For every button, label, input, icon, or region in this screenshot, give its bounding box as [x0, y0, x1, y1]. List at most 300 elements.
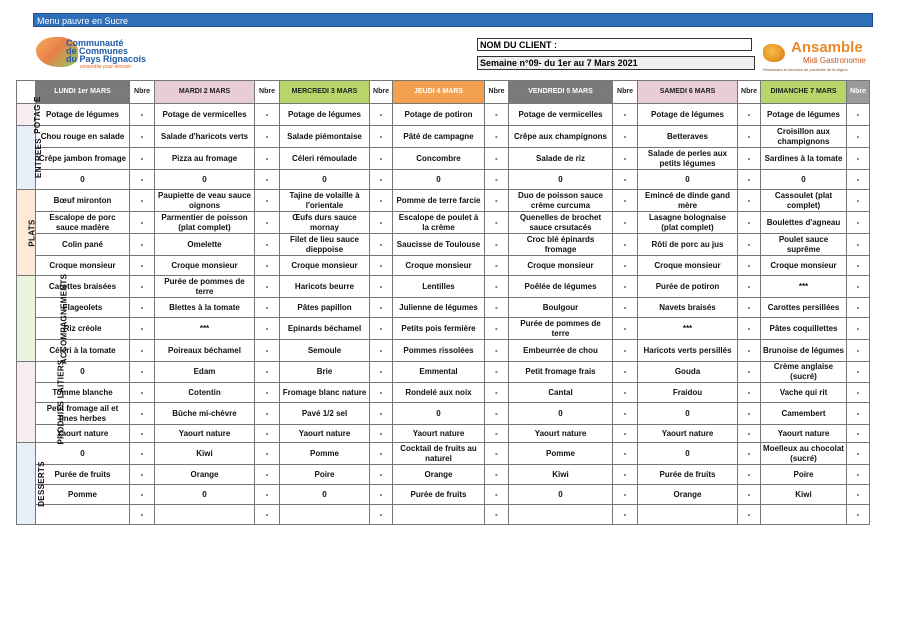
quantity-cell: - — [485, 276, 509, 298]
quantity-cell: - — [370, 212, 393, 234]
quantity-cell: - — [485, 190, 509, 212]
dish-cell: Poire — [280, 465, 370, 485]
quantity-cell: - — [847, 465, 870, 485]
quantity-cell: - — [847, 425, 870, 443]
dish-cell: Purée de pommes de terre — [155, 276, 255, 298]
dish-cell: Salade de perles aux petits légumes — [638, 148, 738, 170]
quantity-cell: - — [738, 298, 761, 318]
quantity-cell: - — [130, 340, 155, 362]
category-label-accompagnements — [17, 273, 69, 364]
quantity-cell: - — [370, 340, 393, 362]
quantity-cell: - — [738, 276, 761, 298]
quantity-cell: - — [613, 425, 638, 443]
quantity-cell: - — [738, 340, 761, 362]
dish-cell: 0 — [280, 485, 370, 505]
dish-cell: Fromage blanc nature — [280, 383, 370, 403]
quantity-cell: - — [130, 298, 155, 318]
dish-cell: *** — [761, 276, 847, 298]
dish-cell: Yaourt nature — [638, 425, 738, 443]
dish-cell: Gouda — [638, 362, 738, 383]
table-row — [17, 298, 870, 318]
dish-cell: Potage de légumes — [280, 104, 370, 126]
dish-cell: 0 — [761, 170, 847, 190]
dish-cell: Escalope de poulet à la crème — [393, 212, 485, 234]
dish-cell: Yaourt nature — [509, 425, 613, 443]
quantity-cell: - — [847, 403, 870, 425]
table-row — [17, 505, 870, 525]
dish-cell: *** — [155, 318, 255, 340]
dish-cell: Bœuf mironton — [36, 190, 130, 212]
dish-cell: Moelleux au chocolat (sucré) — [761, 443, 847, 465]
quantity-cell: - — [613, 318, 638, 340]
dish-cell: 0 — [638, 403, 738, 425]
header-day: JEUDI 4 MARS — [393, 81, 485, 104]
category-label-text: PRODUITS LAITIERS — [56, 359, 66, 445]
quantity-cell: - — [370, 148, 393, 170]
dish-cell: Filet de lieu sauce dieppoise — [280, 234, 370, 256]
dish-cell: Purée de fruits — [36, 465, 130, 485]
header-nbre: Nbre — [130, 81, 155, 104]
quantity-cell: - — [613, 383, 638, 403]
community-logo — [36, 35, 156, 73]
quantity-cell: - — [370, 126, 393, 148]
quantity-cell: - — [255, 362, 280, 383]
dish-cell: 0 — [36, 443, 130, 465]
dish-cell: Emmental — [393, 362, 485, 383]
quantity-cell: - — [370, 318, 393, 340]
quantity-cell: - — [485, 340, 509, 362]
dish-cell: Carottes persillées — [761, 298, 847, 318]
category-label-produits-laitiers — [17, 359, 66, 445]
quantity-cell: - — [613, 443, 638, 465]
quantity-cell: - — [370, 298, 393, 318]
table-row — [17, 318, 870, 340]
quantity-cell: - — [255, 170, 280, 190]
dish-cell: Poulet sauce suprême — [761, 234, 847, 256]
quantity-cell: - — [485, 170, 509, 190]
quantity-cell: - — [613, 148, 638, 170]
dish-cell: Croque monsieur — [36, 256, 130, 276]
quantity-cell: - — [613, 485, 638, 505]
table-row — [17, 425, 870, 443]
dish-cell: Edam — [155, 362, 255, 383]
dish-cell: Riz créole — [36, 318, 130, 340]
quantity-cell: - — [370, 505, 393, 525]
quantity-cell: - — [738, 362, 761, 383]
quantity-cell: - — [255, 190, 280, 212]
quantity-cell: - — [847, 148, 870, 170]
table-row — [17, 340, 870, 362]
quantity-cell: - — [847, 256, 870, 276]
dish-cell: Escalope de porc sauce madère — [36, 212, 130, 234]
dish-cell: Tomme blanche — [36, 383, 130, 403]
dish-cell: Salade d'haricots verts — [155, 126, 255, 148]
table-row — [17, 443, 870, 465]
quantity-cell: - — [255, 505, 280, 525]
quantity-cell: - — [847, 505, 870, 525]
quantity-cell: - — [130, 104, 155, 126]
dish-cell: Kiwi — [155, 443, 255, 465]
dish-cell: Emincé de dinde gand mère — [638, 190, 738, 212]
dish-cell: Petit fromage frais — [509, 362, 613, 383]
quantity-cell: - — [613, 212, 638, 234]
dish-cell: Yaourt nature — [155, 425, 255, 443]
quantity-cell: - — [130, 234, 155, 256]
quantity-cell: - — [847, 104, 870, 126]
logo-tagline: ensemble pour demain — [80, 64, 131, 70]
header-nbre: Nbre — [738, 81, 761, 104]
quantity-cell: - — [370, 256, 393, 276]
header-nbre: Nbre — [255, 81, 280, 104]
quantity-cell: - — [255, 465, 280, 485]
quantity-cell: - — [370, 403, 393, 425]
quantity-cell: - — [847, 443, 870, 465]
quantity-cell: - — [130, 318, 155, 340]
dish-cell: Potage de légumes — [761, 104, 847, 126]
quantity-cell: - — [613, 276, 638, 298]
dish-cell: Bûche mi-chèvre — [155, 403, 255, 425]
dish-cell: 0 — [155, 170, 255, 190]
dish-cell: Rondelé aux noix — [393, 383, 485, 403]
logo-line-2: de Communes — [66, 46, 129, 56]
header-nbre: Nbre — [485, 81, 509, 104]
quantity-cell: - — [847, 170, 870, 190]
category-label-potage — [17, 95, 42, 134]
dish-cell: Petits pois fermière — [393, 318, 485, 340]
dish-cell: Boulettes d'agneau — [761, 212, 847, 234]
dish-cell: Vache qui rit — [761, 383, 847, 403]
quantity-cell: - — [485, 212, 509, 234]
header-nbre: Nbre — [370, 81, 393, 104]
quantity-cell: - — [255, 212, 280, 234]
quantity-cell: - — [485, 443, 509, 465]
dish-cell: Rôti de porc au jus — [638, 234, 738, 256]
table-row — [17, 276, 870, 298]
category-label-desserts — [17, 443, 46, 525]
dish-cell — [761, 505, 847, 525]
dish-cell: Quenelles de brochet sauce crsutacés — [509, 212, 613, 234]
quantity-cell: - — [485, 505, 509, 525]
logo-line-1: Communauté — [66, 38, 124, 48]
quantity-cell: - — [847, 318, 870, 340]
dish-cell: Boulgour — [509, 298, 613, 318]
dish-cell: Croque monsieur — [638, 256, 738, 276]
quantity-cell: - — [738, 383, 761, 403]
quantity-cell: - — [370, 104, 393, 126]
dish-cell: Cantal — [509, 383, 613, 403]
quantity-cell: - — [130, 170, 155, 190]
dish-cell: Potage de légumes — [36, 104, 130, 126]
quantity-cell: - — [485, 485, 509, 505]
dish-cell: Pavé 1/2 sel — [280, 403, 370, 425]
dish-cell: Lasagne bolognaise (plat complet) — [638, 212, 738, 234]
table-row — [17, 256, 870, 276]
dish-cell: Pâté de campagne — [393, 126, 485, 148]
dish-cell: 0 — [638, 170, 738, 190]
quantity-cell: - — [613, 298, 638, 318]
quantity-cell: - — [485, 403, 509, 425]
dish-cell — [393, 505, 485, 525]
table-header-row — [17, 81, 870, 104]
dish-cell: Saucisse de Toulouse — [393, 234, 485, 256]
category-label-text: POTAG E — [32, 95, 42, 134]
logo-line-3: du Pays Rignacois — [66, 54, 147, 64]
dish-cell: Salade piémontaise — [280, 126, 370, 148]
quantity-cell: - — [738, 234, 761, 256]
table-row — [17, 170, 870, 190]
dish-cell: Purée de pommes de terre — [509, 318, 613, 340]
ansamble-logo-subtitle: Midi Gastronomie — [803, 56, 866, 65]
dish-cell: Epinards béchamel — [280, 318, 370, 340]
dish-cell: Brunoise de légumes — [761, 340, 847, 362]
quantity-cell: - — [130, 443, 155, 465]
quantity-cell: - — [847, 340, 870, 362]
category-label-plats — [17, 190, 36, 276]
quantity-cell: - — [255, 443, 280, 465]
quantity-cell: - — [738, 148, 761, 170]
dish-cell: Crêpe aux champignons — [509, 126, 613, 148]
quantity-cell: - — [613, 465, 638, 485]
dish-cell: 0 — [393, 403, 485, 425]
quantity-cell: - — [847, 276, 870, 298]
dish-cell: 0 — [509, 170, 613, 190]
dish-cell: Céléri à la tomate — [36, 340, 130, 362]
dish-cell — [36, 505, 130, 525]
ansamble-logo — [763, 40, 868, 76]
quantity-cell: - — [847, 485, 870, 505]
quantity-cell: - — [738, 403, 761, 425]
dish-cell: Pomme — [509, 443, 613, 465]
quantity-cell: - — [130, 126, 155, 148]
dish-cell: 0 — [509, 485, 613, 505]
dish-cell: Potage de potiron — [393, 104, 485, 126]
header-day: SAMEDI 6 MARS — [638, 81, 738, 104]
dish-cell: Potage de vermicelles — [509, 104, 613, 126]
category-label-text: ACCOMPAGNEMENTS — [59, 273, 69, 364]
dish-cell: Croque monsieur — [155, 256, 255, 276]
quantity-cell: - — [738, 170, 761, 190]
quantity-cell: - — [255, 403, 280, 425]
dish-cell: Kiwi — [509, 465, 613, 485]
dish-cell: Pommes rissolées — [393, 340, 485, 362]
quantity-cell: - — [485, 256, 509, 276]
dish-cell: Purée de fruits — [393, 485, 485, 505]
quantity-cell: - — [485, 298, 509, 318]
dish-cell: Betteraves — [638, 126, 738, 148]
dish-cell: Poêlée de légumes — [509, 276, 613, 298]
dish-cell: Camembert — [761, 403, 847, 425]
quantity-cell: - — [130, 485, 155, 505]
quantity-cell: - — [738, 190, 761, 212]
dish-cell: Pomme — [280, 443, 370, 465]
dish-cell: Orange — [393, 465, 485, 485]
quantity-cell: - — [130, 212, 155, 234]
dish-cell: 0 — [36, 170, 130, 190]
quantity-cell: - — [255, 425, 280, 443]
dish-cell: Croisillon aux champignons — [761, 126, 847, 148]
quantity-cell: - — [370, 485, 393, 505]
dish-cell: Cocktail de fruits au naturel — [393, 443, 485, 465]
category-label-entrees — [17, 126, 43, 190]
header-day: VENDREDI 5 MARS — [509, 81, 613, 104]
dish-cell: Yaourt nature — [280, 425, 370, 443]
header-day: MERCREDI 3 MARS — [280, 81, 370, 104]
quantity-cell: - — [130, 362, 155, 383]
quantity-cell: - — [130, 148, 155, 170]
dish-cell: 0 — [155, 485, 255, 505]
dish-cell: Fraidou — [638, 383, 738, 403]
dish-cell: Haricots verts persillés — [638, 340, 738, 362]
dish-cell: Pomme de terre farcie — [393, 190, 485, 212]
quantity-cell: - — [738, 256, 761, 276]
quantity-cell: - — [370, 276, 393, 298]
dish-cell: Purée de potiron — [638, 276, 738, 298]
quantity-cell: - — [255, 485, 280, 505]
quantity-cell: - — [738, 443, 761, 465]
dish-cell: Paupiette de veau sauce oignons — [155, 190, 255, 212]
ansamble-logo-tagline: Restaurant et services de proximité de la région — [763, 67, 848, 72]
dish-cell: Crème anglaise (sucré) — [761, 362, 847, 383]
quantity-cell: - — [613, 234, 638, 256]
dish-cell: Salade de riz — [509, 148, 613, 170]
dish-cell: Embeurrée de chou — [509, 340, 613, 362]
quantity-cell: - — [130, 276, 155, 298]
dish-cell: 0 — [393, 170, 485, 190]
quantity-cell: - — [255, 318, 280, 340]
dish-cell — [509, 505, 613, 525]
header-nbre: Nbre — [847, 81, 870, 104]
table-row — [17, 190, 870, 212]
dish-cell: 0 — [638, 443, 738, 465]
header-day: DIMANCHE 7 MARS — [761, 81, 847, 104]
dish-cell: Yaourt nature — [36, 425, 130, 443]
dish-cell: *** — [638, 318, 738, 340]
quantity-cell: - — [485, 465, 509, 485]
quantity-cell: - — [255, 148, 280, 170]
dish-cell: Brie — [280, 362, 370, 383]
quantity-cell: - — [738, 505, 761, 525]
quantity-cell: - — [485, 104, 509, 126]
header-day: LUNDI 1er MARS — [36, 81, 130, 104]
quantity-cell: - — [847, 298, 870, 318]
quantity-cell: - — [255, 276, 280, 298]
table-row — [17, 212, 870, 234]
quantity-cell: - — [255, 126, 280, 148]
quantity-cell: - — [370, 465, 393, 485]
dish-cell — [638, 505, 738, 525]
quantity-cell: - — [485, 234, 509, 256]
quantity-cell: - — [847, 126, 870, 148]
dish-cell: Haricots beurre — [280, 276, 370, 298]
dish-cell: Poire — [761, 465, 847, 485]
quantity-cell: - — [130, 383, 155, 403]
dish-cell: Œufs durs sauce mornay — [280, 212, 370, 234]
dish-cell: Croque monsieur — [509, 256, 613, 276]
table-row — [17, 148, 870, 170]
dish-cell: 0 — [36, 362, 130, 383]
week-label: Semaine n°09- du 1er au 7 Mars 2021 — [477, 56, 755, 70]
table-row — [17, 126, 870, 148]
quantity-cell: - — [370, 234, 393, 256]
quantity-cell: - — [613, 126, 638, 148]
quantity-cell: - — [738, 425, 761, 443]
quantity-cell: - — [613, 403, 638, 425]
dish-cell: Céleri rémoulade — [280, 148, 370, 170]
chef-hat-icon — [763, 44, 785, 62]
dish-cell: Cotentin — [155, 383, 255, 403]
quantity-cell: - — [255, 298, 280, 318]
quantity-cell: - — [738, 318, 761, 340]
quantity-cell: - — [485, 126, 509, 148]
dish-cell — [280, 505, 370, 525]
quantity-cell: - — [485, 148, 509, 170]
dish-cell: Semoule — [280, 340, 370, 362]
dish-cell: Flageolets — [36, 298, 130, 318]
quantity-cell: - — [613, 340, 638, 362]
quantity-cell: - — [613, 190, 638, 212]
quantity-cell: - — [255, 104, 280, 126]
dish-cell: Duo de poisson sauce crème curcuma — [509, 190, 613, 212]
ansamble-logo-name: Ansamble — [791, 39, 863, 56]
quantity-cell: - — [613, 170, 638, 190]
dish-cell: Concombre — [393, 148, 485, 170]
weekly-menu-table — [16, 80, 870, 525]
quantity-cell: - — [370, 190, 393, 212]
table-row — [17, 234, 870, 256]
category-label-text: ENTREES — [33, 137, 43, 178]
quantity-cell: - — [613, 362, 638, 383]
dish-cell: Sardines à la tomate — [761, 148, 847, 170]
client-name-field: NOM DU CLIENT : — [477, 38, 752, 51]
dish-cell: Julienne de légumes — [393, 298, 485, 318]
dish-cell: Parmentier de poisson (plat complet) — [155, 212, 255, 234]
dish-cell: Croc blé épinards fromage — [509, 234, 613, 256]
dish-cell: Pizza au fromage — [155, 148, 255, 170]
header-day: MARDI 2 MARS — [155, 81, 255, 104]
quantity-cell: - — [485, 383, 509, 403]
table-row — [17, 104, 870, 126]
dish-cell: Lentilles — [393, 276, 485, 298]
quantity-cell: - — [370, 170, 393, 190]
table-row — [17, 465, 870, 485]
category-label-text: DESSERTS — [36, 460, 46, 507]
quantity-cell: - — [485, 318, 509, 340]
dish-cell: Croque monsieur — [280, 256, 370, 276]
dish-cell: Pomme — [36, 485, 130, 505]
dish-cell: Pâtes papillon — [280, 298, 370, 318]
dish-cell: Yaourt nature — [761, 425, 847, 443]
document-title-banner: Menu pauvre en Sucre — [33, 13, 873, 27]
dish-cell: Navets braisés — [638, 298, 738, 318]
dish-cell: Kiwi — [761, 485, 847, 505]
quantity-cell: - — [370, 383, 393, 403]
quantity-cell: - — [613, 256, 638, 276]
table-row — [17, 485, 870, 505]
dish-cell: 0 — [509, 403, 613, 425]
table-row — [17, 403, 870, 425]
dish-cell — [155, 505, 255, 525]
quantity-cell: - — [130, 256, 155, 276]
quantity-cell: - — [130, 190, 155, 212]
dish-cell: Purée de fruits — [638, 465, 738, 485]
dish-cell: Tajine de volaille à l'orientale — [280, 190, 370, 212]
quantity-cell: - — [485, 425, 509, 443]
quantity-cell: - — [130, 425, 155, 443]
dish-cell: Colin pané — [36, 234, 130, 256]
quantity-cell: - — [847, 383, 870, 403]
quantity-cell: - — [255, 340, 280, 362]
quantity-cell: - — [130, 465, 155, 485]
